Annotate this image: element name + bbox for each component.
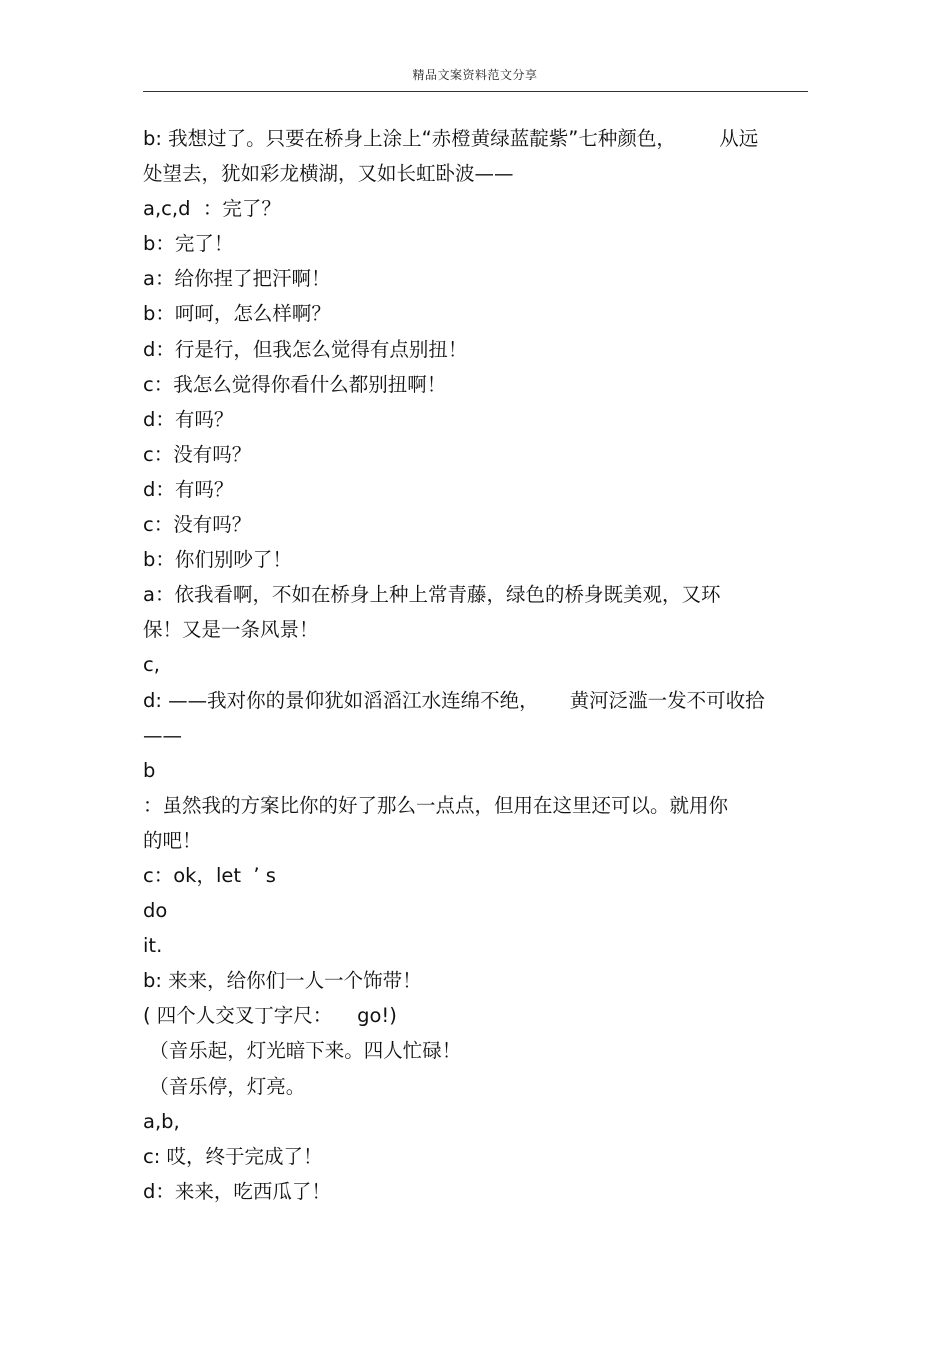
text-line: b：呵呵，怎么样啊？: [143, 302, 331, 326]
text-line: c：没有吗？: [143, 513, 252, 537]
header-divider: [143, 91, 808, 92]
text-line: a：依我看啊，不如在桥身上种上常青藤，绿色的桥身既美观，又环: [143, 583, 721, 607]
text-line: d：有吗？: [143, 477, 234, 501]
text-line: b：完了！: [143, 232, 234, 256]
text-line: c：我怎么觉得你看什么都别扭啊！: [143, 372, 447, 396]
text-line: （音乐停，灯亮。: [143, 1074, 306, 1098]
text-line: ：虽然我的方案比你的好了那么一点点，但用在这里还可以。就用你: [143, 793, 729, 817]
page-header: 精品文案资料范文分享: [412, 68, 538, 82]
text-line: do: [143, 899, 168, 923]
text-line: 处望去，犹如彩龙横湖，又如长虹卧波——: [143, 162, 514, 186]
text-line: d：来来，吃西瓜了！: [143, 1179, 331, 1203]
text-line: it.: [143, 934, 163, 958]
text-line: 的吧！: [143, 828, 202, 852]
text-line: d: ——我对你的景仰犹如滔滔江水连绵不绝， 黄河泛滥一发不可收拾: [143, 688, 765, 712]
text-line: c：没有吗？: [143, 442, 252, 466]
text-line: （音乐起，灯光暗下来。四人忙碌！: [143, 1039, 462, 1063]
text-line: d：行是行，但我怎么觉得有点别扭！: [143, 337, 468, 361]
text-line: b：你们别吵了！: [143, 548, 292, 572]
text-line: a：给你捏了把汗啊！: [143, 267, 331, 291]
text-line: d：有吗？: [143, 407, 234, 431]
text-line: ——: [143, 723, 182, 747]
text-line: b: 来来，给你们一人一个饰带！: [143, 969, 422, 993]
text-line: b: [143, 758, 156, 782]
text-line: c,: [143, 653, 160, 677]
document-body: [143, 121, 808, 1209]
text-line: c：ok，let ’ s: [143, 863, 276, 887]
text-line: 保！又是一条风景！: [143, 618, 319, 642]
text-line: a,b,: [143, 1109, 180, 1133]
text-line: ( 四个人交叉丁字尺： go!): [143, 1004, 397, 1028]
text-line: b: 我想过了。只要在桥身上涂上“赤橙黄绿蓝靛紫”七种颜色， 从远: [143, 127, 759, 150]
text-line: a,c,d ：完了？: [143, 197, 281, 221]
text-line: c: 哎，终于完成了！: [143, 1144, 323, 1168]
